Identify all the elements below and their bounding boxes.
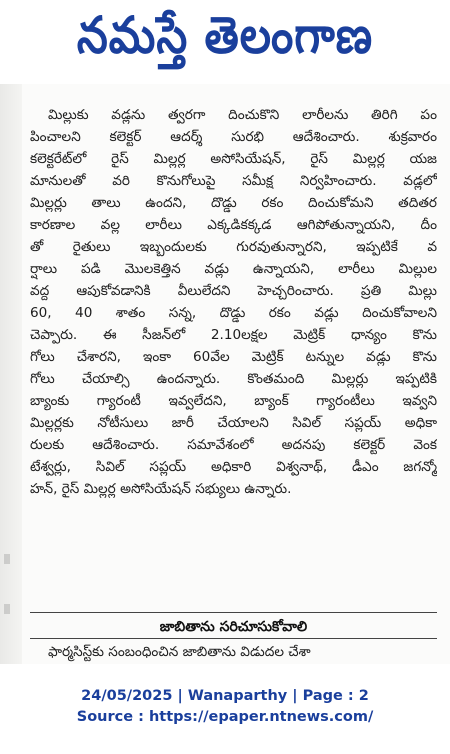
article-line: గోలు చేయాల్సి ఉందన్నారు. కొంతమంది మిల్లర్లు ఇప్పటికి: [30, 371, 437, 387]
page-footer: [0, 686, 450, 728]
next-article-line: ఫార్మసిస్ట్‌కు సంబంధించిన జాబితాను విడుదల చేశా: [48, 644, 311, 660]
article-line: పించాలని కలెక్టర్ ఆదర్శ్ సురభి ఆదేశించారు. శుక్రవారం: [30, 129, 437, 145]
section-divider: [30, 612, 437, 613]
edition-info: 24/05/2025 | Wanaparthy | Page : 2: [81, 688, 369, 704]
page-gutter: [0, 84, 22, 664]
section-divider: [30, 638, 437, 639]
article-line: హన్, రైస్ మిల్లర్ల అసోసియేషన్ సభ్యులు ఉన్నారు.: [30, 481, 292, 497]
gutter-print-mark: [4, 554, 10, 564]
article-line: చెప్పారు. ఈ సీజన్‌లో 2.10లక్షల మెట్రిక్ ధాన్యం కొను: [30, 327, 437, 343]
article-line: కారణాల వల్ల లారీలు ఎక్కడికక్కడ ఆగిపోతున్నాయని, దీం: [30, 217, 437, 233]
article-body: [30, 104, 437, 500]
article-line: ర్షాలు పడి మొలకెత్తిన వడ్లు ఉన్నాయని, లారీలు మిల్లుల: [30, 261, 437, 277]
subheading: జాబితాను సరిచూసుకోవాలి: [159, 619, 308, 635]
article-line: వద్ద ఆపుకోవడానికి వీలులేదని హెచ్చరించారు. ప్రతి మిల్లు: [30, 283, 437, 299]
article-line: మిల్లుకు వడ్లను త్వరగా దించుకొని లారీలను తిరిగి పం: [48, 107, 437, 123]
article-line: రులకు ఆదేశించారు. సమావేశంలో అదనపు కలెక్టర్ వెంక: [30, 437, 437, 453]
article-line: కలెక్టరేట్‌లో రైస్ మిల్లర్ల అసోసియేషన్, రైస్ మిల్లర్ల యజ: [30, 151, 437, 167]
article-line: మానులతో వరి కొనుగోలుపై సమీక్ష నిర్వహించారు. వడ్లలో: [30, 173, 437, 189]
article-line: గోలు చేశారని, ఇంకా 60వేల మెట్రిక్ టన్నుల వడ్లు కొను: [30, 349, 437, 365]
article-line: 60, 40 శాతం సన్న, దొడ్డు రకం వడ్లు దించుకోవాలని: [30, 305, 437, 321]
article-line: బ్యాంకు గ్యారంటీ ఇవ్వలేదని, బ్యాంక్ గ్యారంటీలు ఇవ్వని: [30, 393, 437, 409]
article-line: టేశ్వర్లు, సివిల్ సప్లయ్ అధికారి విశ్వనాథ్, డీఎం జగన్మో: [30, 459, 437, 475]
article-line: మిల్లర్లు తాలు ఉందని, దొడ్డు రకం దించుకోమని తదితర: [30, 195, 437, 211]
newspaper-masthead: నమస్తే తెలంగాణ: [76, 6, 374, 66]
article-line: మిల్లర్లకు నోటీసులు జారీ చేయాలని సివిల్ సప్లయ్ అధికా: [30, 415, 437, 431]
article-line: తో రైతులు ఇబ్బందులకు గురవుతున్నారని, ఇప్పటికే వ: [30, 239, 437, 255]
gutter-print-mark: [4, 604, 10, 614]
source-link[interactable]: Source : https://epaper.ntnews.com/: [76, 709, 374, 725]
